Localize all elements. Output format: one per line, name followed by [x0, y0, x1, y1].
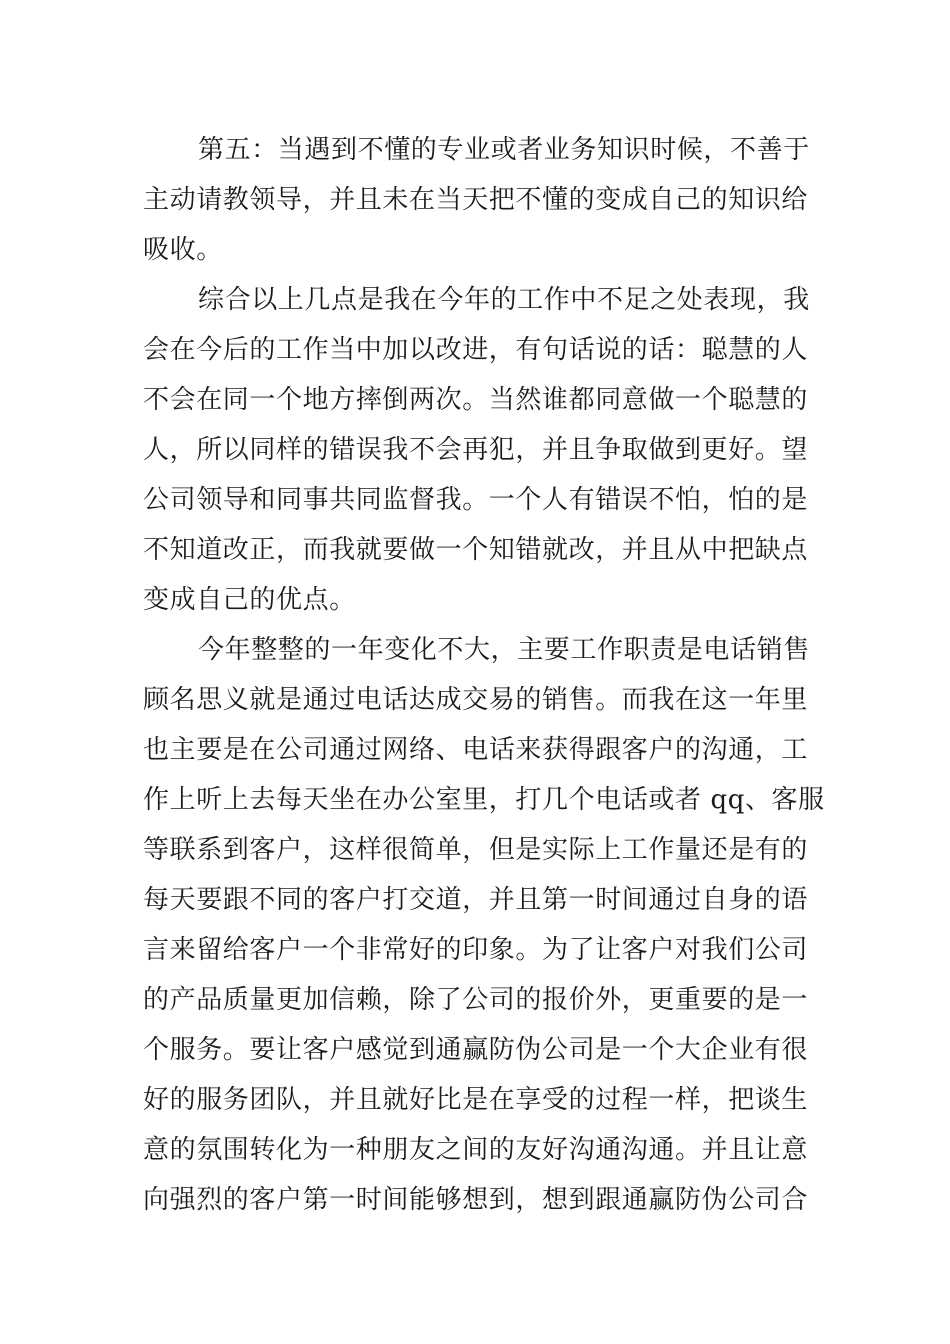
paragraph-1	[143, 125, 808, 275]
text-line: 每天要跟不同的客户打交道，并且第一时间通过自身的语	[143, 885, 809, 915]
text-line: 也主要是在公司通过网络、电话来获得跟客户的沟通，工	[143, 735, 809, 765]
text-line: 作上听上去每天坐在办公室里，打几个电话或者 qq、客服	[143, 785, 825, 815]
text-line: 的产品质量更加信赖，除了公司的报价外，更重要的是一	[143, 985, 809, 1015]
text-line: 顾名思义就是通过电话达成交易的销售。而我在这一年里	[143, 685, 809, 715]
text-line: 等联系到客户，这样很简单，但是实际上工作量还是有的	[143, 835, 809, 865]
text-line: 第五：当遇到不懂的专业或者业务知识时候，不善于	[198, 135, 810, 165]
text-line: 会在今后的工作当中加以改进，有句话说的话：聪慧的人	[143, 335, 809, 365]
text-line: 综合以上几点是我在今年的工作中不足之处表现，我	[198, 285, 810, 315]
text-line: 吸收。	[143, 235, 223, 265]
text-line: 不知道改正，而我就要做一个知错就改，并且从中把缺点	[143, 535, 809, 565]
text-line: 今年整整的一年变化不大，主要工作职责是电话销售	[198, 635, 810, 665]
text-line: 不会在同一个地方摔倒两次。当然谁都同意做一个聪慧的	[143, 385, 809, 415]
text-line: 向强烈的客户第一时间能够想到，想到跟通赢防伪公司合	[143, 1185, 809, 1215]
text-line: 意的氛围转化为一种朋友之间的友好沟通沟通。并且让意	[143, 1135, 809, 1165]
text-line: 人，所以同样的错误我不会再犯，并且争取做到更好。望	[143, 435, 809, 465]
document-body	[143, 125, 825, 1225]
text-line: 主动请教领导，并且未在当天把不懂的变成自己的知识给	[143, 185, 809, 215]
text-line: 言来留给客户一个非常好的印象。为了让客户对我们公司	[143, 935, 809, 965]
text-line: 变成自己的优点。	[143, 585, 356, 615]
text-line: 个服务。要让客户感觉到通赢防伪公司是一个大企业有很	[143, 1035, 809, 1065]
text-line: 公司领导和同事共同监督我。一个人有错误不怕，怕的是	[143, 485, 809, 515]
text-line: 好的服务团队，并且就好比是在享受的过程一样，把谈生	[143, 1085, 809, 1115]
paragraph-3	[143, 625, 825, 1225]
paragraph-2	[143, 275, 808, 625]
